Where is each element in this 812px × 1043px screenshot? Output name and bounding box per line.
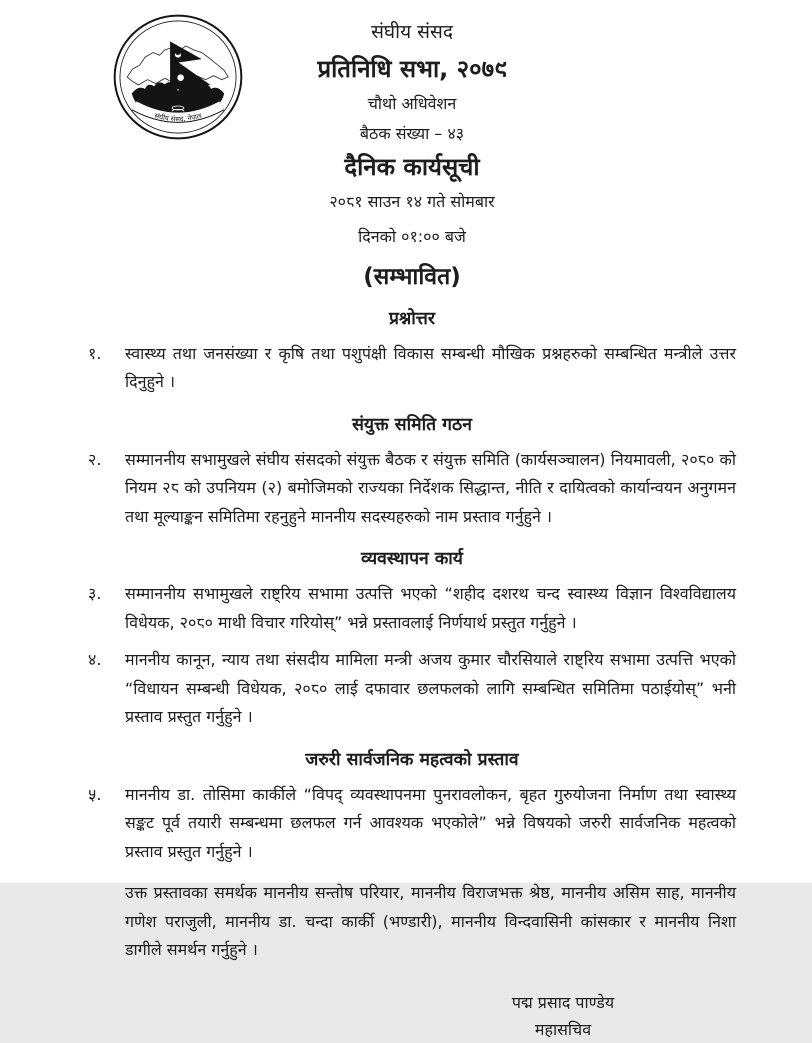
- doc-title: दैनिक कार्यसूची: [344, 153, 480, 181]
- item-text: सम्माननीय सभामुखले राष्ट्रिय सभामा उत्पत्ति भएको “शहीद दशरथ चन्द स्वास्थ्य विज्ञान विश्वविद्यालय विधेयक, २०८० माथी विचार गरियोस्” भन्ने प्रस्तावलाई निर्णयार्थ प्रस्तुत गर्नुहुने ।: [125, 584, 736, 632]
- item-number: ५.: [88, 784, 102, 804]
- agenda-item-5: [88, 781, 736, 866]
- agenda-body: [88, 306, 736, 965]
- section-heading: प्रश्नोत्तर: [388, 309, 436, 329]
- item-number: ४.: [88, 650, 102, 670]
- section-heading: व्यवस्थापन कार्य: [361, 549, 463, 570]
- agenda-item-3: [88, 580, 736, 637]
- meeting-number: बैठक संख्या – ४३: [359, 124, 465, 143]
- tentative-label: (सम्भावित): [363, 264, 461, 290]
- section-heading: संयुक्त समिति गठन: [352, 414, 472, 435]
- section-heading: जरुरी सार्वजनिक महत्वको प्रस्ताव: [305, 749, 519, 770]
- section-urgent-public-importance: [88, 747, 736, 965]
- item-text: माननीय डा. तोसिमा कार्कीले “विपद् व्यवस्थापनमा पुनरावलोकन, बृहत गुरुयोजना निर्माण तथा स्वास्थ्य सङ्कट पूर्व तयारी सम्बन्धमा छलफल गर्न आवश्यक भएकोले” भन्ने विषयको जरुरी सार्वजनिक महत्वको प्रस्ताव प्रस्तुत गर्नुहुने ।: [125, 784, 736, 861]
- meeting-date: २०८१ साउन १४ गते सोमबार: [329, 192, 495, 211]
- section-legislative-business: [88, 546, 736, 731]
- section-question-answer: [88, 306, 736, 397]
- session-label: चौथो अधिवेशन: [367, 94, 457, 113]
- item-text: माननीय कानून, न्याय तथा संसदीय मामिला मन्त्री अजय कुमार चौरसियाले राष्ट्रिय सभामा उत्पत्ति भएको “विधायन सम्बन्धी विधेयक, २०८० लाई दफावार छलफलको लागि सम्बन्धित समितिमा पठाईयोस्” भनी प्रस्ताव प्रस्तुत गर्नुहुने ।: [125, 650, 736, 727]
- org-name: संघीय संसद: [371, 21, 453, 43]
- parliament-emblem-graphic: [112, 13, 244, 141]
- house-title: प्रतिनिधि सभा, २०७९: [317, 55, 507, 83]
- signatory-title: महासचिव: [534, 1019, 592, 1039]
- agenda-item-2: [88, 446, 736, 531]
- agenda-item-1: [88, 340, 736, 397]
- emblem-label: संघीय संसद, नेपाल: [153, 111, 203, 124]
- signature-block: [448, 989, 678, 1043]
- item-number: १.: [88, 344, 102, 363]
- item-5-supporters-paragraph: उक्त प्रस्तावका समर्थक माननीय सन्तोष परियार, माननीय विराजभक्त श्रेष्ठ, माननीय असिम साह, माननीय गणेश पराजुली, माननीय डा. चन्दा कार्की (भण्डारी), माननीय विन्दवासिनी कांसकार र माननीय निशा डागीले समर्थन गर्नुहुने ।: [125, 883, 736, 960]
- item-text: सम्माननीय सभामुखले संघीय संसदको संयुक्त बैठक र संयुक्त समिति (कार्यसञ्चालन) नियमावली, २०८० को नियम २८ को उपनियम (२) बमोजिमको राज्यका निर्देशक सिद्धान्त, नीति र दायित्वको कार्यान्वयन अनुगमन तथा मूल्याङ्कन समितिमा रहनुहुने माननीय सदस्यहरुको नाम प्रस्ताव गर्नुहुने ।: [125, 449, 736, 526]
- signatory-name: पद्म प्रसाद पाण्डेय: [511, 992, 615, 1012]
- meeting-time: दिनको ०१:०० बजे: [358, 227, 466, 246]
- parliament-emblem: [112, 13, 244, 141]
- item-number: २.: [88, 449, 102, 469]
- item-text: स्वास्थ्य तथा जनसंख्या र कृषि तथा पशुपंक्षी विकास सम्बन्धी मौखिक प्रश्नहरुको सम्बन्धित मन्त्रीले उत्तर दिनुहुने ।: [125, 344, 736, 392]
- item-number: ३.: [88, 584, 102, 604]
- section-joint-committee: [88, 412, 736, 531]
- agenda-item-4: [88, 646, 736, 731]
